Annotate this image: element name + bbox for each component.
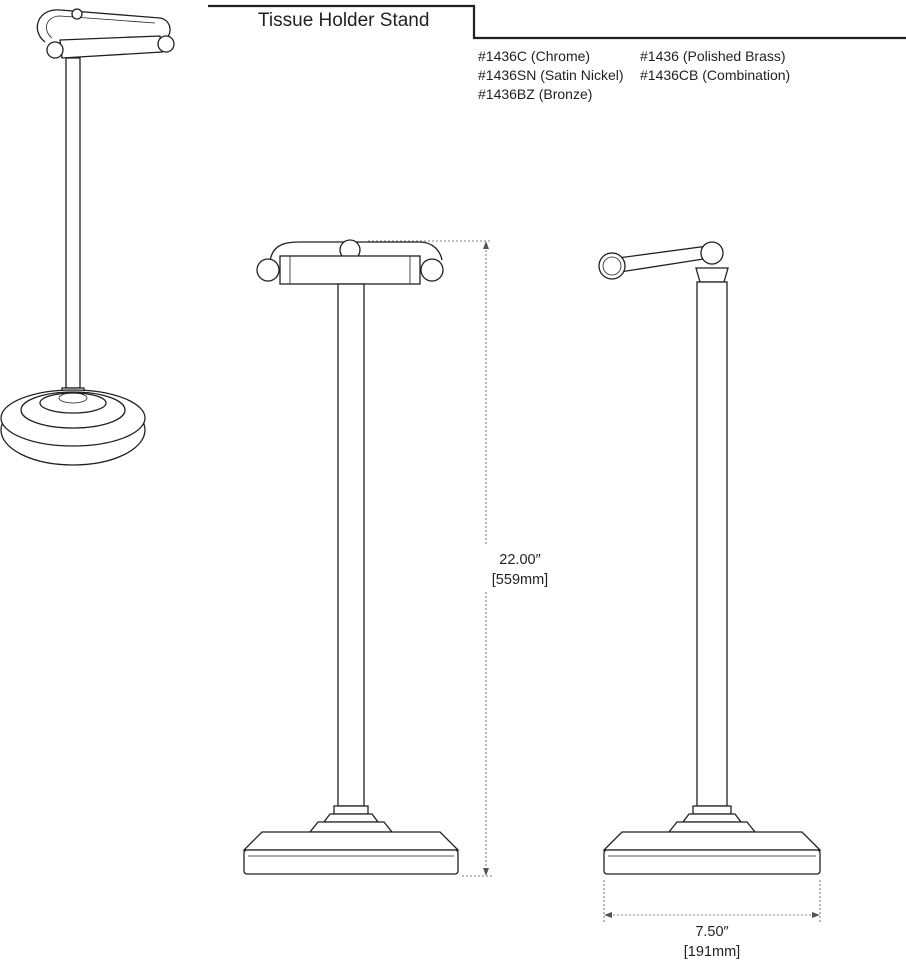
side-view: [599, 242, 820, 874]
width-mm: [191mm]: [683, 944, 741, 960]
width-inches: 7.50″: [695, 924, 729, 940]
perspective-view: [1, 9, 174, 465]
height-label: [480, 550, 560, 590]
drawing-title: Tissue Holder Stand: [258, 10, 430, 31]
model-code: #1436CB (Combination): [640, 67, 791, 83]
model-code: #1436SN (Satin Nickel): [478, 67, 624, 83]
height-mm: [559mm]: [491, 572, 549, 588]
height-dimension: [368, 241, 492, 876]
width-label: [672, 922, 752, 962]
width-dimension: [604, 880, 820, 922]
model-code: #1436C (Chrome): [478, 48, 591, 64]
height-inches: 22.00″: [499, 552, 541, 568]
front-view: [244, 240, 458, 874]
model-code: #1436BZ (Bronze): [478, 86, 593, 102]
model-code: #1436 (Polished Brass): [640, 48, 786, 64]
